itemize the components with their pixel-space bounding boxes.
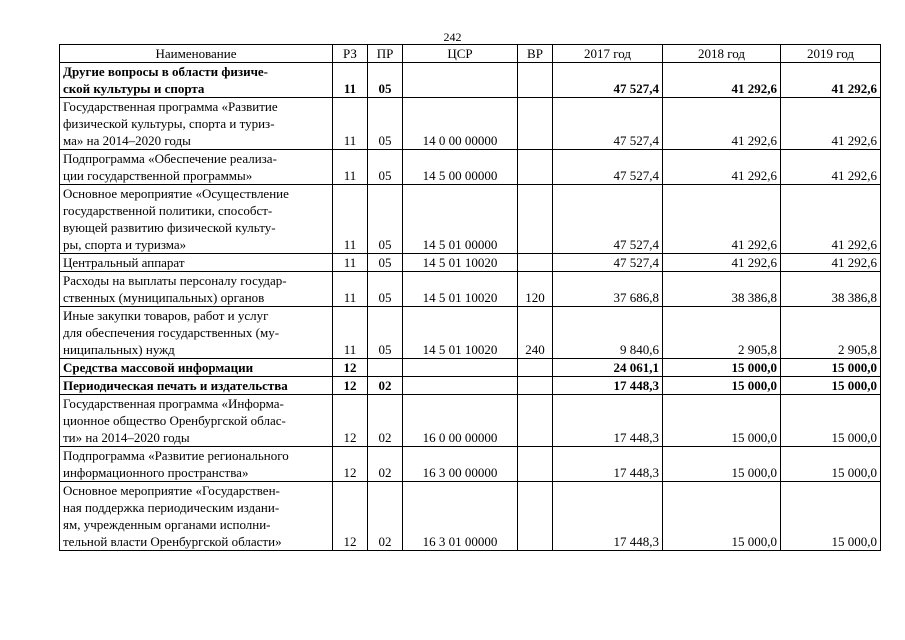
name-cell: Иные закупки товаров, работ и услуг для обеспечения государственных (му- ниципальных) нужд bbox=[60, 307, 333, 359]
name-cell: Центральный аппарат bbox=[60, 254, 333, 272]
name-cell: Основное мероприятие «Государствен- ная поддержка периодическим издани- ям, учрежденным органами исполни- тельной власти Оренбургской области» bbox=[60, 482, 333, 551]
value-2019-cell: 41 292,6 bbox=[781, 150, 881, 185]
pr-cell: 02 bbox=[368, 482, 403, 551]
vr-cell bbox=[518, 395, 553, 447]
rz-cell: 12 bbox=[333, 447, 368, 482]
value-2017-cell: 37 686,8 bbox=[553, 272, 663, 307]
csr-cell bbox=[403, 377, 518, 395]
csr-cell: 14 5 01 00000 bbox=[403, 185, 518, 254]
csr-cell: 14 5 01 10020 bbox=[403, 254, 518, 272]
rz-cell: 12 bbox=[333, 377, 368, 395]
value-2018-cell: 38 386,8 bbox=[663, 272, 781, 307]
pr-cell: 05 bbox=[368, 63, 403, 98]
value-2019-cell: 41 292,6 bbox=[781, 254, 881, 272]
value-2019-cell: 15 000,0 bbox=[781, 395, 881, 447]
value-2019-cell: 38 386,8 bbox=[781, 272, 881, 307]
vr-cell bbox=[518, 377, 553, 395]
value-2018-cell: 41 292,6 bbox=[663, 185, 781, 254]
rz-cell: 11 bbox=[333, 307, 368, 359]
table-row bbox=[60, 482, 881, 551]
value-2017-cell: 17 448,3 bbox=[553, 395, 663, 447]
header-cell: ПР bbox=[368, 45, 403, 63]
header-cell: 2017 год bbox=[553, 45, 663, 63]
rz-cell: 11 bbox=[333, 98, 368, 150]
name-cell: Подпрограмма «Обеспечение реализа- ции государственной программы» bbox=[60, 150, 333, 185]
value-2019-cell: 15 000,0 bbox=[781, 377, 881, 395]
name-cell: Государственная программа «Информа- ционное общество Оренбургской облас- ти» на 2014–2020 годы bbox=[60, 395, 333, 447]
header-cell: РЗ bbox=[333, 45, 368, 63]
vr-cell bbox=[518, 185, 553, 254]
header-cell: 2019 год bbox=[781, 45, 881, 63]
name-cell: Периодическая печать и издательства bbox=[60, 377, 333, 395]
budget-table bbox=[59, 44, 881, 551]
name-cell: Государственная программа «Развитие физической культуры, спорта и туриз- ма» на 2014–2020 годы bbox=[60, 98, 333, 150]
vr-cell bbox=[518, 150, 553, 185]
vr-cell bbox=[518, 359, 553, 377]
header-row bbox=[60, 45, 881, 63]
vr-cell bbox=[518, 63, 553, 98]
header-cell: ВР bbox=[518, 45, 553, 63]
pr-cell: 05 bbox=[368, 307, 403, 359]
value-2017-cell: 17 448,3 bbox=[553, 377, 663, 395]
pr-cell bbox=[368, 359, 403, 377]
rz-cell: 12 bbox=[333, 482, 368, 551]
csr-cell: 14 5 00 00000 bbox=[403, 150, 518, 185]
csr-cell bbox=[403, 359, 518, 377]
pr-cell: 05 bbox=[368, 254, 403, 272]
table-body bbox=[60, 63, 881, 551]
header-cell: 2018 год bbox=[663, 45, 781, 63]
value-2017-cell: 47 527,4 bbox=[553, 185, 663, 254]
csr-cell bbox=[403, 63, 518, 98]
value-2017-cell: 47 527,4 bbox=[553, 98, 663, 150]
rz-cell: 11 bbox=[333, 150, 368, 185]
pr-cell: 05 bbox=[368, 150, 403, 185]
value-2017-cell: 47 527,4 bbox=[553, 150, 663, 185]
value-2018-cell: 41 292,6 bbox=[663, 98, 781, 150]
name-cell: Основное мероприятие «Осуществление государственной политики, способст- вующей развитию физической культу- ры, спорта и туризма» bbox=[60, 185, 333, 254]
vr-cell: 240 bbox=[518, 307, 553, 359]
name-cell: Другие вопросы в области физиче- ской культуры и спорта bbox=[60, 63, 333, 98]
vr-cell bbox=[518, 447, 553, 482]
value-2019-cell: 15 000,0 bbox=[781, 359, 881, 377]
value-2018-cell: 41 292,6 bbox=[663, 150, 781, 185]
table-row bbox=[60, 377, 881, 395]
csr-cell: 16 3 00 00000 bbox=[403, 447, 518, 482]
csr-cell: 16 3 01 00000 bbox=[403, 482, 518, 551]
value-2017-cell: 47 527,4 bbox=[553, 63, 663, 98]
value-2018-cell: 15 000,0 bbox=[663, 395, 781, 447]
value-2018-cell: 41 292,6 bbox=[663, 254, 781, 272]
pr-cell: 02 bbox=[368, 395, 403, 447]
pr-cell: 05 bbox=[368, 98, 403, 150]
rz-cell: 12 bbox=[333, 359, 368, 377]
pr-cell: 05 bbox=[368, 185, 403, 254]
rz-cell: 12 bbox=[333, 395, 368, 447]
vr-cell bbox=[518, 482, 553, 551]
csr-cell: 14 0 00 00000 bbox=[403, 98, 518, 150]
value-2017-cell: 47 527,4 bbox=[553, 254, 663, 272]
table-row bbox=[60, 395, 881, 447]
table-row bbox=[60, 98, 881, 150]
value-2018-cell: 2 905,8 bbox=[663, 307, 781, 359]
header-cell: ЦСР bbox=[403, 45, 518, 63]
rz-cell: 11 bbox=[333, 254, 368, 272]
vr-cell bbox=[518, 254, 553, 272]
vr-cell bbox=[518, 98, 553, 150]
value-2018-cell: 15 000,0 bbox=[663, 377, 781, 395]
rz-cell: 11 bbox=[333, 185, 368, 254]
value-2018-cell: 15 000,0 bbox=[663, 482, 781, 551]
table-row bbox=[60, 254, 881, 272]
value-2017-cell: 17 448,3 bbox=[553, 447, 663, 482]
table-row bbox=[60, 185, 881, 254]
rz-cell: 11 bbox=[333, 272, 368, 307]
value-2019-cell: 41 292,6 bbox=[781, 63, 881, 98]
table-row bbox=[60, 150, 881, 185]
name-cell: Подпрограмма «Развитие регионального информационного пространства» bbox=[60, 447, 333, 482]
csr-cell: 14 5 01 10020 bbox=[403, 272, 518, 307]
value-2018-cell: 41 292,6 bbox=[663, 63, 781, 98]
table-row bbox=[60, 307, 881, 359]
rz-cell: 11 bbox=[333, 63, 368, 98]
pr-cell: 05 bbox=[368, 272, 403, 307]
page-number: 242 bbox=[443, 30, 462, 44]
value-2018-cell: 15 000,0 bbox=[663, 359, 781, 377]
pr-cell: 02 bbox=[368, 377, 403, 395]
value-2017-cell: 24 061,1 bbox=[553, 359, 663, 377]
value-2019-cell: 41 292,6 bbox=[781, 98, 881, 150]
value-2019-cell: 41 292,6 bbox=[781, 185, 881, 254]
pr-cell: 02 bbox=[368, 447, 403, 482]
csr-cell: 16 0 00 00000 bbox=[403, 395, 518, 447]
table-row bbox=[60, 63, 881, 98]
vr-cell: 120 bbox=[518, 272, 553, 307]
header-cell: Наименование bbox=[60, 45, 333, 63]
name-cell: Расходы на выплаты персоналу государ- ственных (муниципальных) органов bbox=[60, 272, 333, 307]
value-2017-cell: 17 448,3 bbox=[553, 482, 663, 551]
csr-cell: 14 5 01 10020 bbox=[403, 307, 518, 359]
name-cell: Средства массовой информации bbox=[60, 359, 333, 377]
value-2017-cell: 9 840,6 bbox=[553, 307, 663, 359]
table-row bbox=[60, 272, 881, 307]
value-2018-cell: 15 000,0 bbox=[663, 447, 781, 482]
table-row bbox=[60, 447, 881, 482]
value-2019-cell: 15 000,0 bbox=[781, 447, 881, 482]
table-row bbox=[60, 359, 881, 377]
value-2019-cell: 2 905,8 bbox=[781, 307, 881, 359]
value-2019-cell: 15 000,0 bbox=[781, 482, 881, 551]
